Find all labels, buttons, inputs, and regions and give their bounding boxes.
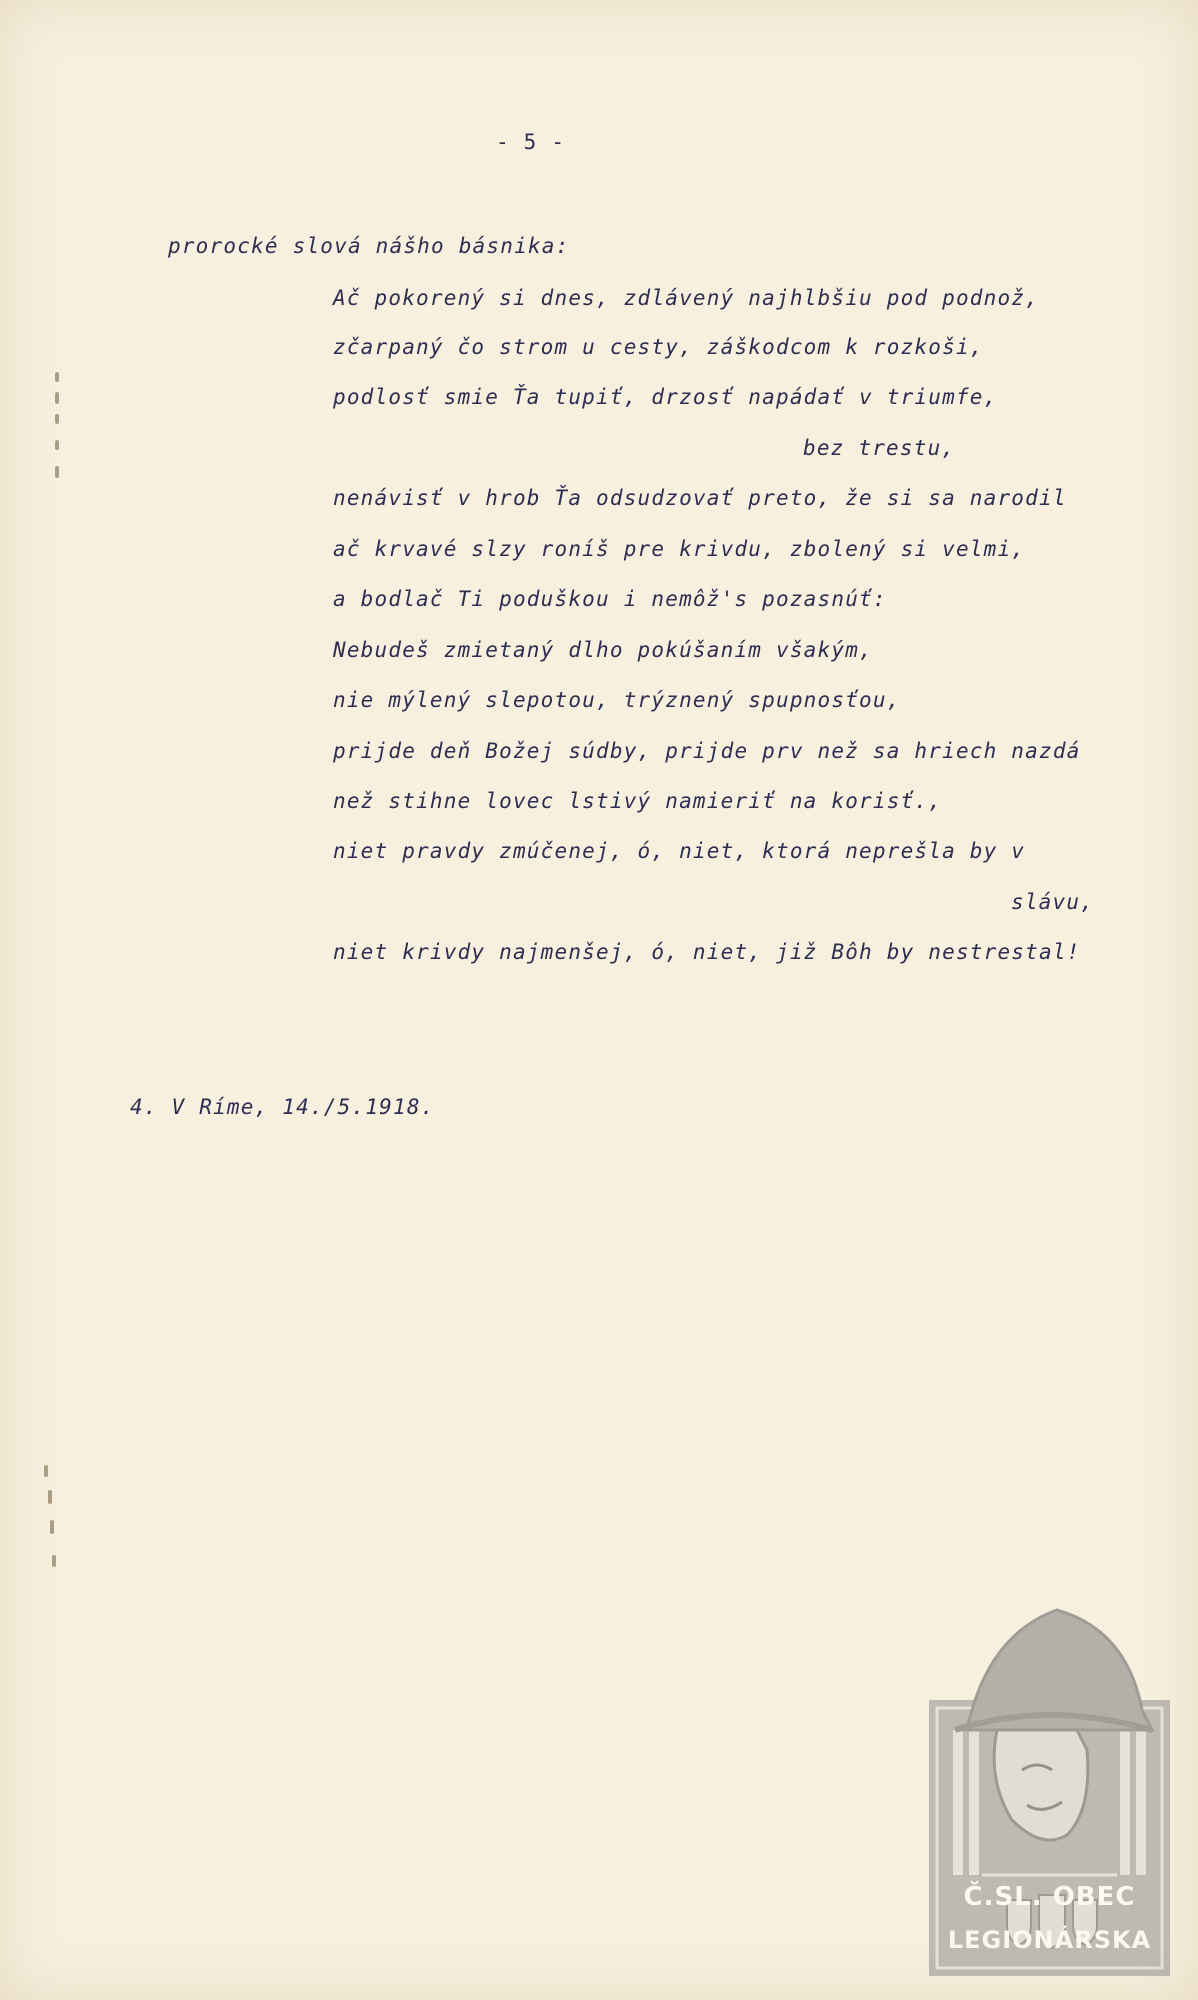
- margin-mark: [55, 414, 59, 424]
- soldier-emblem-icon: [927, 1580, 1172, 1980]
- margin-mark: [48, 1490, 52, 1504]
- signoff-line: 4. V Ríme, 14./5.1918.: [130, 1095, 435, 1119]
- verse-line: nie mýlený slepotou, trýznený spupnosťou,: [333, 688, 901, 712]
- margin-mark: [52, 1555, 56, 1567]
- verse-line: nenávisť v hrob Ťa odsudzovať preto, že si sa narodil: [333, 486, 1067, 510]
- verse-line: zčarpaný čo strom u cesty, záškodcom k rozkoši,: [333, 335, 984, 359]
- verse-line: Ač pokorený si dnes, zdlávený najhlbšiu pod podnož,: [333, 286, 1039, 310]
- emblem-title: Č.SL. OBEC: [963, 1882, 1136, 1912]
- verse-line: niet krivdy najmenšej, ó, niet, již Bôh by nestrestal!: [333, 940, 1081, 964]
- verse-line: ač krvavé slzy roníš pre krivdu, zbolený si velmi,: [333, 537, 1026, 561]
- margin-mark: [55, 392, 59, 404]
- page-number: - 5 -: [496, 130, 566, 154]
- verse-continuation: bez trestu,: [803, 436, 956, 460]
- legion-emblem-watermark: [927, 1580, 1172, 1980]
- margin-mark: [50, 1520, 54, 1534]
- margin-mark: [55, 440, 59, 450]
- verse-line: podlosť smie Ťa tupiť, drzosť napádať v triumfe,: [333, 385, 998, 409]
- verse-line: niet pravdy zmúčenej, ó, niet, ktorá neprešla by v: [333, 839, 1026, 863]
- intro-line: prorocké slová nášho básnika:: [168, 234, 570, 258]
- emblem-subtitle: LEGIONÁRSKA: [947, 1926, 1152, 1954]
- margin-mark: [44, 1465, 48, 1477]
- margin-mark: [55, 466, 59, 478]
- verse-line: a bodlač Ti poduškou i nemôž's pozasnúť:: [333, 587, 887, 611]
- verse-line: Nebudeš zmietaný dlho pokúšaním všakým,: [333, 638, 873, 662]
- verse-line: než stihne lovec lstivý namieriť na korisť.,: [333, 789, 943, 813]
- verse-continuation: slávu,: [1011, 890, 1095, 914]
- verse-line: prijde deň Božej súdby, prijde prv než sa hriech nazdá: [333, 739, 1081, 763]
- margin-mark: [55, 372, 59, 382]
